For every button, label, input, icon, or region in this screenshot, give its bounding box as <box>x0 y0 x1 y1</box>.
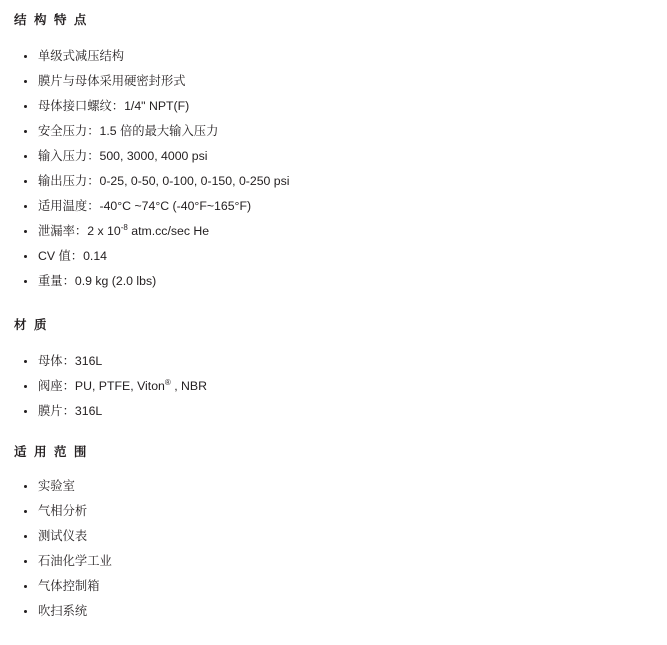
list-item <box>0 269 667 294</box>
bullet-icon <box>24 205 27 208</box>
list-item <box>0 374 667 399</box>
list-item-label: 吹扫系统 <box>38 604 88 618</box>
bullet-icon <box>24 585 27 588</box>
list-item <box>0 549 667 574</box>
list-item-label-leakrate: 泄漏率：2 x $10^{-8}$ atm.cc/sec He <box>38 222 210 238</box>
bullet-icon <box>24 55 27 58</box>
bullet-icon <box>24 410 27 413</box>
superscript-exponent: -8 <box>120 222 128 232</box>
list-item-label: 石油化学工业 <box>38 554 112 568</box>
list-item-label: 重量：0.9 kg (2.0 lbs) <box>38 274 157 288</box>
list-item <box>0 474 667 499</box>
list-item-label: 膜片与母体采用硬密封形式 <box>38 74 186 88</box>
bullet-icon <box>24 360 27 363</box>
bullet-icon <box>24 155 27 158</box>
features-list <box>0 44 667 294</box>
list-item <box>0 244 667 269</box>
bullet-icon <box>24 535 27 538</box>
list-item <box>0 349 667 374</box>
bullet-icon <box>24 485 27 488</box>
bullet-icon <box>24 130 27 133</box>
list-item-label: 膜片：316L <box>38 404 103 418</box>
list-item <box>0 144 667 169</box>
list-item-label: 气体控制箱 <box>38 579 100 593</box>
list-item <box>0 94 667 119</box>
list-item <box>0 599 667 624</box>
bullet-icon <box>24 610 27 613</box>
list-item <box>0 574 667 599</box>
list-item-label: 输入压力：500, 3000, 4000 psi <box>38 149 208 163</box>
list-item-label: 单级式减压结构 <box>38 49 125 63</box>
bullet-icon <box>24 560 27 563</box>
list-item-label: 适用温度：-40°C ~74°C (-40°F~165°F) <box>38 199 252 213</box>
list-item <box>0 399 667 424</box>
list-item <box>0 524 667 549</box>
list-item <box>0 44 667 69</box>
section-title-applications: 适 用 范 围 <box>14 445 89 459</box>
list-item-label: 测试仪表 <box>38 529 88 543</box>
section-title-features: 结 构 特 点 <box>14 13 89 27</box>
bullet-icon <box>24 280 27 283</box>
section-features <box>0 0 667 294</box>
list-item <box>0 499 667 524</box>
list-item <box>0 169 667 194</box>
list-item-label: CV 值：0.14 <box>38 249 108 263</box>
list-item <box>0 119 667 144</box>
applications-list <box>0 474 667 624</box>
materials-list <box>0 349 667 424</box>
bullet-icon <box>24 230 27 233</box>
registered-trademark-icon: ® <box>164 377 171 387</box>
list-item <box>0 219 667 244</box>
list-item-label-seat: 阀座：PU, PTFE, Viton® , NBR <box>38 377 207 393</box>
section-applications <box>0 442 667 624</box>
list-item-label: 母体：316L <box>38 354 103 368</box>
list-item-label: 母体接口螺纹：1/4" NPT(F) <box>38 99 190 113</box>
section-title-materials: 材 质 <box>14 318 49 332</box>
bullet-icon <box>24 255 27 258</box>
list-item <box>0 69 667 94</box>
bullet-icon <box>24 80 27 83</box>
bullet-icon <box>24 385 27 388</box>
list-item-label: 输出压力：0-25, 0-50, 0-100, 0-150, 0-250 psi <box>38 174 290 188</box>
section-materials <box>0 315 667 424</box>
bullet-icon <box>24 510 27 513</box>
bullet-icon <box>24 105 27 108</box>
bullet-icon <box>24 180 27 183</box>
list-item-label: 安全压力：1.5 倍的最大输入压力 <box>38 124 219 138</box>
list-item-label: 实验室 <box>38 479 75 493</box>
list-item <box>0 194 667 219</box>
list-item-label: 气相分析 <box>38 504 88 518</box>
